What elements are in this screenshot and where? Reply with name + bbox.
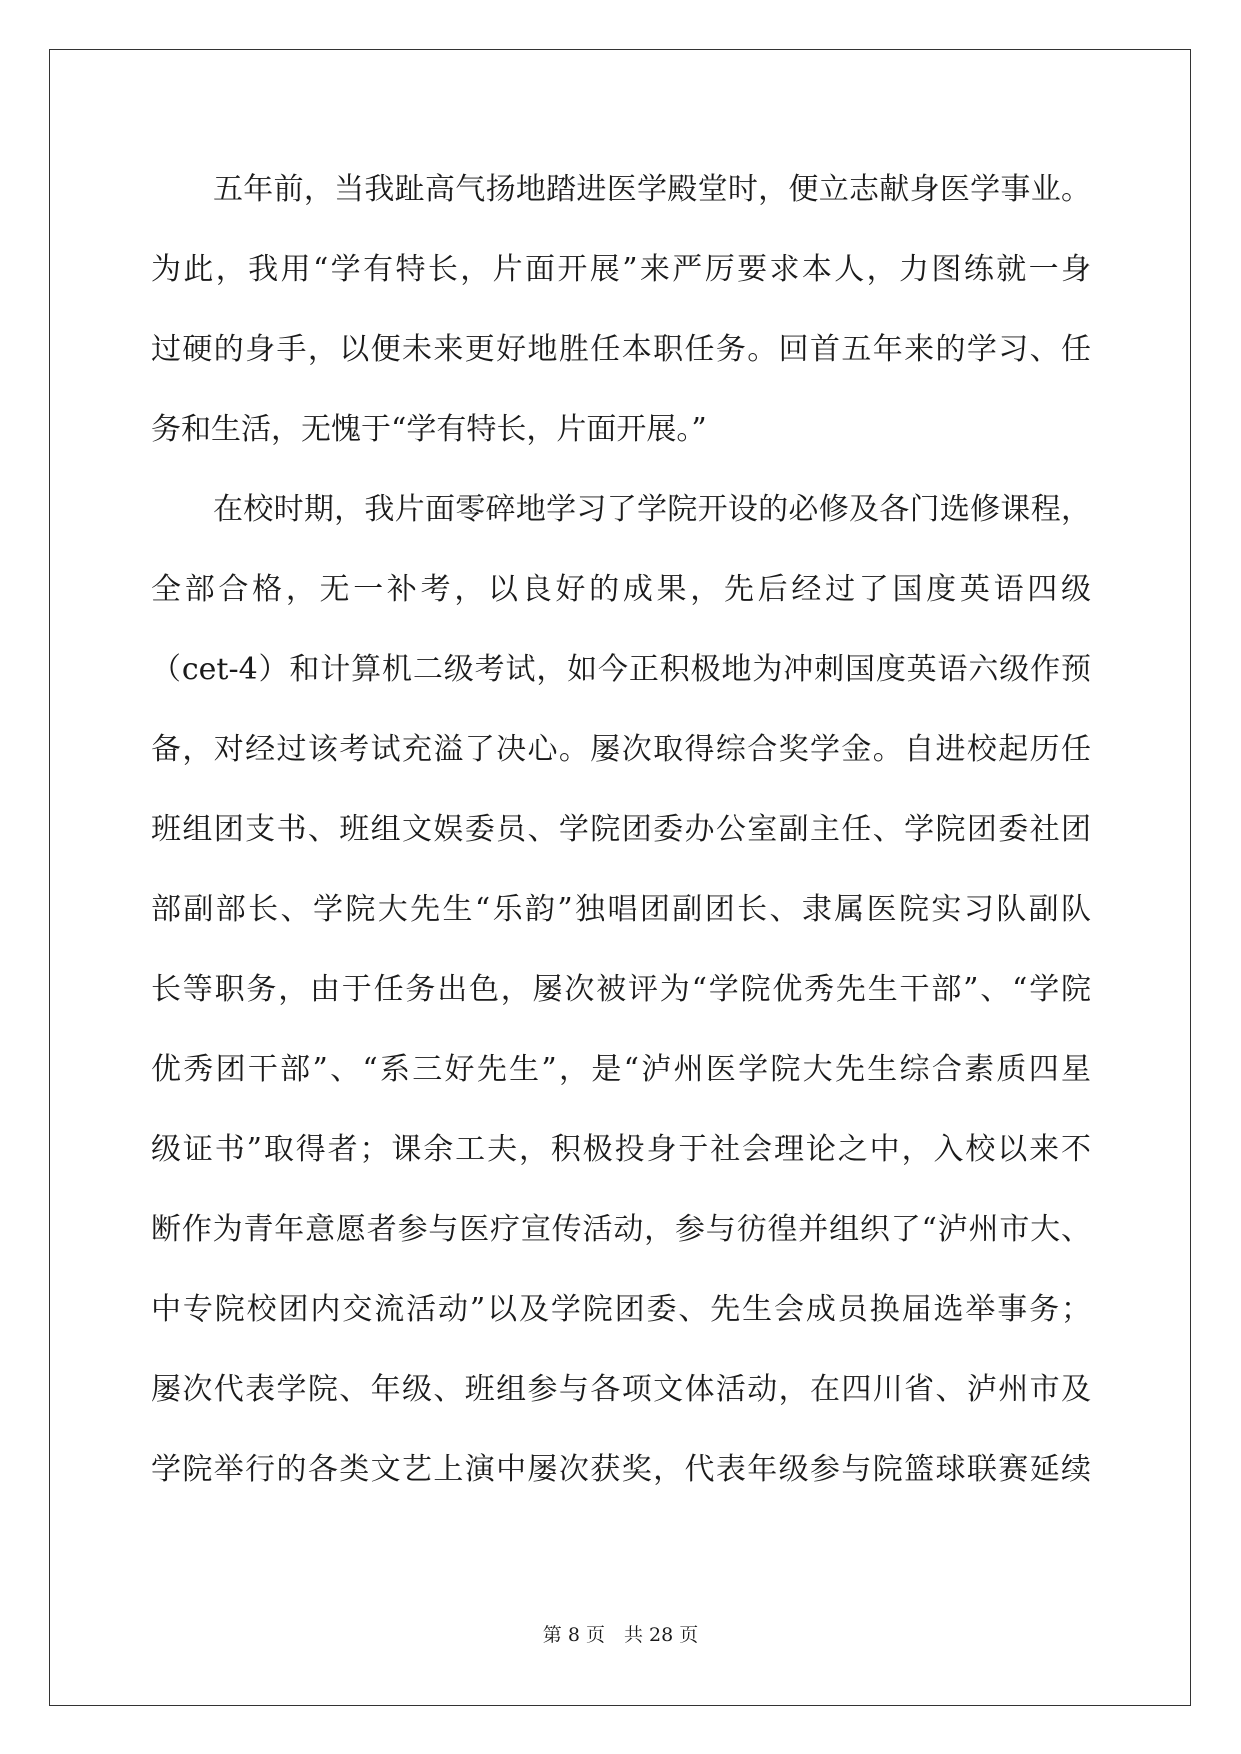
text-line: 过硬的身手，以便未来更好地胜任本职任务。回首五年来的学习、任 [151, 332, 1091, 367]
text-line: 部副部长、学院大先生“乐韵”独唱团副团长、隶属医院实习队副队 [151, 892, 1091, 927]
page-number-footer: 第 8 页 共 28 页 [542, 1624, 699, 1646]
text-line: 为此，我用“学有特长，片面开展”来严厉要求本人，力图练就一身 [151, 252, 1091, 287]
text-line: 优秀团干部”、“系三好先生”，是“泸州医学院大先生综合素质四星 [151, 1052, 1091, 1087]
text-line: 务和生活，无愧于“学有特长，片面开展。” [151, 412, 707, 447]
text-line: （cet-4）和计算机二级考试，如今正积极地为冲刺国度英语六级作预 [151, 652, 1091, 687]
document-body [151, 160, 1091, 1520]
text-line: 长等职务，由于任务出色，屡次被评为“学院优秀先生干部”、“学院 [151, 972, 1091, 1007]
text-line: 学院举行的各类文艺上演中屡次获奖，代表年级参与院篮球联赛延续 [151, 1452, 1091, 1487]
text-line: 在校时期，我片面零碎地学习了学院开设的必修及各门选修课程， [213, 492, 1091, 527]
text-line: 断作为青年意愿者参与医疗宣传活动，参与彷徨并组织了“泸州市大、 [151, 1212, 1091, 1247]
text-line: 中专院校团内交流活动”以及学院团委、先生会成员换届选举事务； [151, 1292, 1091, 1327]
text-line: 备，对经过该考试充溢了决心。屡次取得综合奖学金。自进校起历任 [151, 732, 1091, 767]
text-line: 级证书”取得者；课余工夫，积极投身于社会理论之中，入校以来不 [151, 1132, 1091, 1167]
text-line: 屡次代表学院、年级、班组参与各项文体活动，在四川省、泸州市及 [151, 1372, 1091, 1407]
text-line: 五年前，当我趾高气扬地踏进医学殿堂时，便立志献身医学事业。 [213, 172, 1091, 207]
text-line: 全部合格，无一补考，以良好的成果，先后经过了国度英语四级 [151, 572, 1091, 607]
text-line: 班组团支书、班组文娱委员、学院团委办公室副主任、学院团委社团 [151, 812, 1091, 847]
